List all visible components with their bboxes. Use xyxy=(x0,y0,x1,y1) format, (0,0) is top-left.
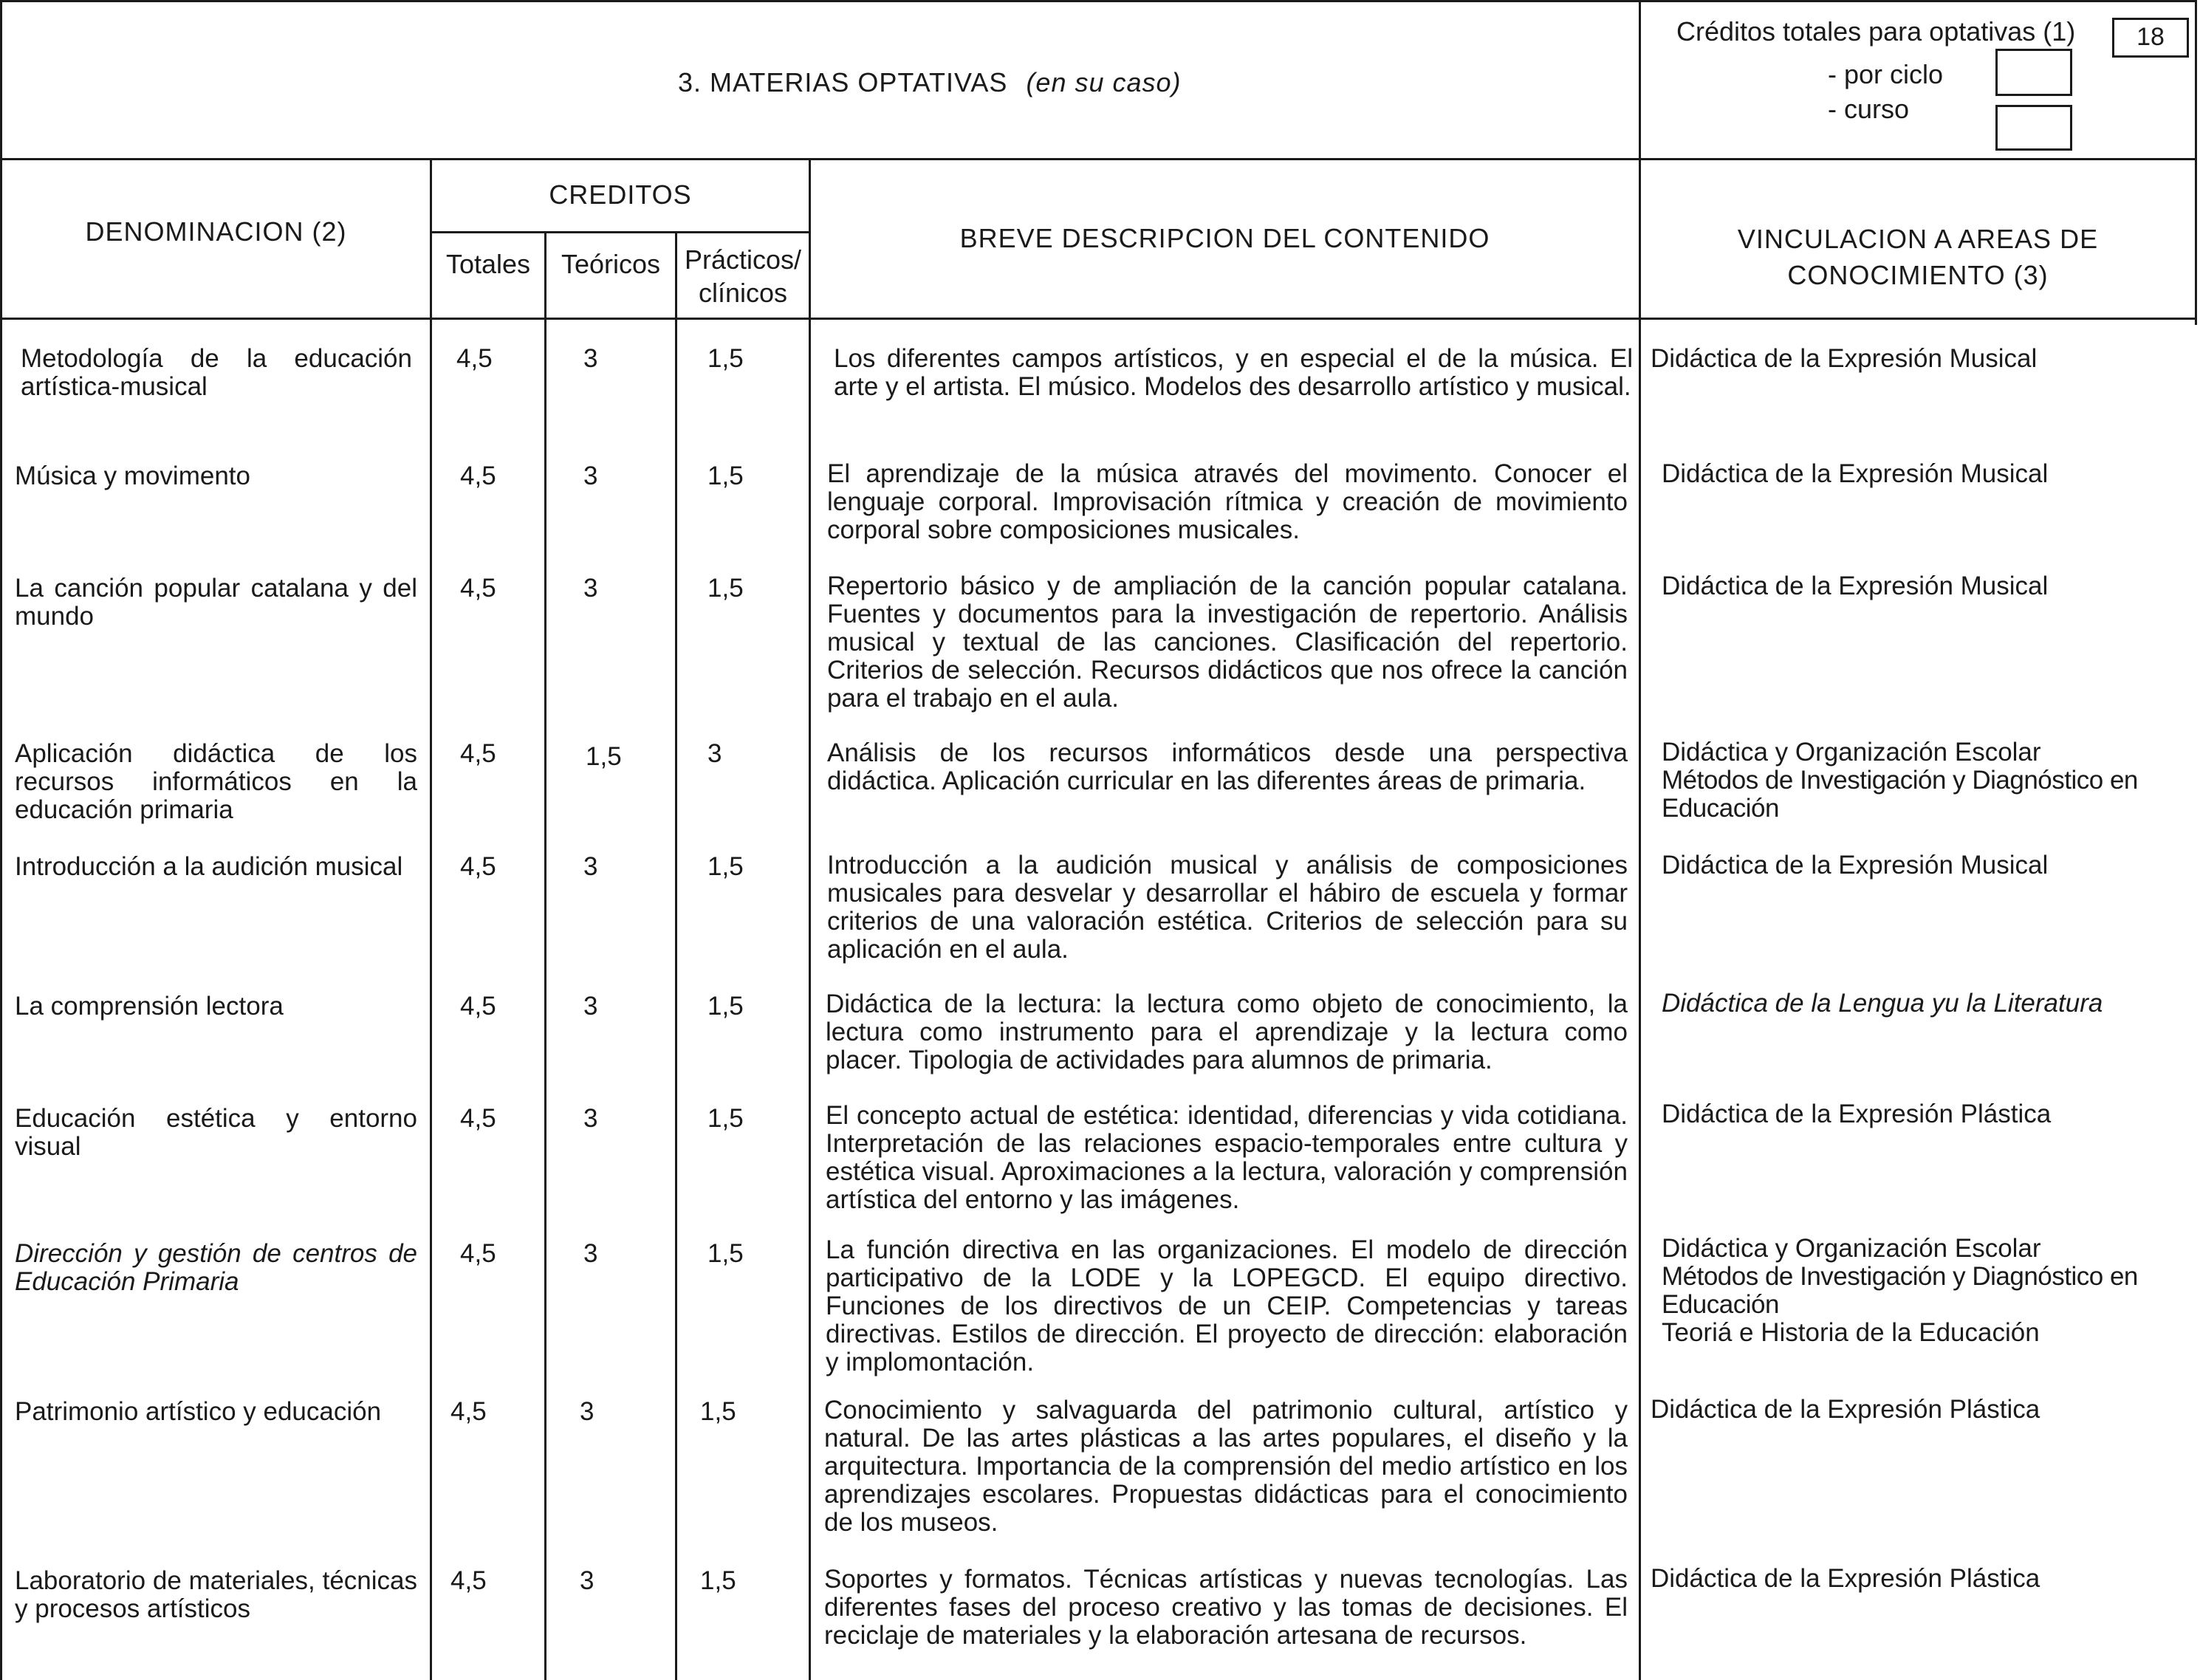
row-8-teoricos: 3 xyxy=(580,1397,594,1426)
row-9-practicos: 1,5 xyxy=(700,1566,736,1595)
row-5-practicos: 1,5 xyxy=(707,992,744,1021)
col-header-teoricos: Teóricos xyxy=(561,249,661,279)
row-4-teoricos: 3 xyxy=(583,852,598,881)
col-header-descripcion: BREVE DESCRIPCION DEL CONTENIDO xyxy=(959,223,1490,253)
body-col-line-4 xyxy=(809,318,811,1680)
row-6-area-0: Didáctica de la Expresión Plástica xyxy=(1662,1100,2052,1128)
row-0-area-0: Didáctica de la Expresión Musical xyxy=(1651,344,2038,373)
row-8-description: Conocimiento y salvaguarda del patrimonio cultural, artístico y natural. De las artes plásticas a las artes populares, el diseño y la arquitectura. Importancia de la comprensión del medio artístico en los aprendizajes escolares. Propuestas didácticas para el conocimiento de los museos. xyxy=(824,1396,1628,1537)
body-col-line-3 xyxy=(675,318,677,1680)
row-3-area-1: Métodos de Investigación y Diagnóstico en Educación xyxy=(1662,766,2138,823)
row-4-totales: 4,5 xyxy=(460,852,496,881)
row-2-name: La canción popular catalana y del mundo xyxy=(15,574,417,631)
row-1-teoricos: 3 xyxy=(583,462,598,490)
row-9-area-0: Didáctica de la Expresión Plástica xyxy=(1651,1564,2040,1593)
per-cycle-box xyxy=(1995,49,2072,96)
row-1-practicos: 1,5 xyxy=(707,462,744,490)
row-7-practicos: 1,5 xyxy=(707,1239,744,1268)
row-6-teoricos: 3 xyxy=(583,1104,598,1133)
col-header-vinculacion-1: VINCULACION A AREAS DE xyxy=(1737,224,2099,254)
row-3-teoricos: 1,5 xyxy=(586,742,622,771)
col-header-practicos-2: clínicos xyxy=(698,278,788,308)
row-3-totales: 4,5 xyxy=(460,739,496,768)
row-0-description: Los diferentes campos artísticos, y en especial el de la música. El arte y el artista. El músico. Modelos des desarrollo artístico y musical. xyxy=(834,344,1633,401)
total-credits-label: Créditos totales para optativas (1) xyxy=(1676,16,2076,47)
row-8-name: Patrimonio artístico y educación xyxy=(15,1397,382,1426)
row-1-name: Música y movimento xyxy=(15,462,250,490)
row-3-area-0: Didáctica y Organización Escolar xyxy=(1662,738,2041,767)
per-course-label: - curso xyxy=(1828,94,1910,124)
col-header-denominacion: DENOMINACION (2) xyxy=(85,216,347,247)
row-7-description: La función directiva en las organizaciones. El modelo de dirección participativo de la LODE y la LOPEGCD. El equipo directivo. Funciones de los directivos de un CEIP. Competencias y tareas directivas. Estilos de dirección. El proyecto de dirección: elaboración y implomontación. xyxy=(826,1235,1628,1376)
row-8-area-0: Didáctica de la Expresión Plástica xyxy=(1651,1395,2040,1424)
col-header-vinculacion-2: CONOCIMIENTO (3) xyxy=(1787,260,2049,290)
row-5-area-0: Didáctica de la Lengua yu la Literatura xyxy=(1662,989,2103,1018)
row-7-name: Dirección y gestión de centros de Educación Primaria xyxy=(15,1239,417,1296)
row-4-name: Introducción a la audición musical xyxy=(15,852,403,881)
row-7-teoricos: 3 xyxy=(583,1239,598,1268)
row-9-description: Soportes y formatos. Técnicas artísticas y nuevas tecnologías. Las diferentes fases del proceso creativo y las tomas de decisiones. El reciclaje de materiales y la elaboración artesana de recursos. xyxy=(824,1565,1628,1650)
row-8-totales: 4,5 xyxy=(450,1397,487,1426)
row-9-name: Laboratorio de materiales, técnicas y procesos artísticos xyxy=(15,1566,417,1623)
section-title-main: 3. MATERIAS OPTATIVAS xyxy=(678,67,1008,97)
row-6-totales: 4,5 xyxy=(460,1104,496,1133)
section-title-sub: (en su caso) xyxy=(1026,67,1182,97)
row-1-area-0: Didáctica de la Expresión Musical xyxy=(1662,459,2049,488)
per-course-box xyxy=(1995,105,2072,151)
row-0-teoricos: 3 xyxy=(583,344,598,373)
row-9-teoricos: 3 xyxy=(580,1566,594,1595)
header-bottom-border xyxy=(0,158,2197,160)
columns-bottom-border xyxy=(0,318,2197,320)
row-0-practicos: 1,5 xyxy=(707,344,744,373)
row-4-area-0: Didáctica de la Expresión Musical xyxy=(1662,851,2049,880)
col-header-creditos: CREDITOS xyxy=(549,179,692,210)
row-7-area-1: Métodos de Investigación y Diagnóstico en Educación xyxy=(1662,1262,2138,1319)
row-2-totales: 4,5 xyxy=(460,574,496,603)
row-5-name: La comprensión lectora xyxy=(15,992,284,1021)
row-1-totales: 4,5 xyxy=(460,462,496,490)
row-4-practicos: 1,5 xyxy=(707,852,744,881)
left-border xyxy=(0,0,2,1680)
row-6-name: Educación estética y entorno visual xyxy=(15,1104,417,1161)
row-5-teoricos: 3 xyxy=(583,992,598,1021)
right-border xyxy=(2195,0,2197,325)
total-credits-value: 18 xyxy=(2136,23,2165,51)
body-col-line-1 xyxy=(430,318,432,1680)
row-3-description: Análisis de los recursos informáticos desde una perspectiva didáctica. Aplicación curricular en las diferentes áreas de primaria. xyxy=(827,738,1628,795)
row-0-totales: 4,5 xyxy=(456,344,493,373)
row-9-totales: 4,5 xyxy=(450,1566,487,1595)
header-split xyxy=(1639,0,1641,158)
row-5-description: Didáctica de la lectura: la lectura como objeto de conocimiento, la lectura como instrumento para el aprendizaje y la lectura como placer. Tipologia de actividades para alumnos de primaria. xyxy=(826,990,1628,1074)
row-3-practicos: 3 xyxy=(707,739,722,768)
col-header-totales: Totales xyxy=(445,249,531,279)
row-2-teoricos: 3 xyxy=(583,574,598,603)
body-col-line-5 xyxy=(1639,318,1641,1680)
creditos-divider xyxy=(430,231,811,233)
row-6-description: El concepto actual de estética: identidad, diferencias y vida cotidiana. Interpretación de las relaciones espacio-temporales entre cultura y estética visual. Aproximaciones a la lectura, valoración y comprensión artística del entorno y las imágenes. xyxy=(826,1101,1628,1214)
row-7-area-2: Teoriá e Historia de la Educación xyxy=(1662,1318,2040,1347)
row-8-practicos: 1,5 xyxy=(700,1397,736,1426)
row-7-totales: 4,5 xyxy=(460,1239,496,1268)
row-7-area-0: Didáctica y Organización Escolar xyxy=(1662,1234,2041,1263)
row-5-totales: 4,5 xyxy=(460,992,496,1021)
row-2-area-0: Didáctica de la Expresión Musical xyxy=(1662,572,2049,600)
per-cycle-label: - por ciclo xyxy=(1828,59,1944,89)
row-0-name: Metodología de la educación artística-musical xyxy=(21,344,412,401)
row-3-name: Aplicación didáctica de los recursos informáticos en la educación primaria xyxy=(15,739,417,824)
top-border xyxy=(0,0,2197,2)
col-header-practicos-1: Prácticos/ xyxy=(684,244,802,275)
body-col-line-2 xyxy=(544,318,546,1680)
row-4-description: Introducción a la audición musical y análisis de composiciones musicales para desvelar y desarrollar el hábiro de escuela y formar criterios de una valoración estética. Criterios de selección para su aplicación en el aula. xyxy=(827,851,1628,964)
row-6-practicos: 1,5 xyxy=(707,1104,744,1133)
row-1-description: El aprendizaje de la música através del movimento. Conocer el lenguaje corporal. Improvisación rítmica y creación de movimiento corporal sobre composiciones musicales. xyxy=(827,459,1628,544)
row-2-description: Repertorio básico y de ampliación de la canción popular catalana. Fuentes y documentos para la investigación de repertorio. Análisis musical y textual de las canciones. Clasificación del repertorio. Criterios de selección. Recursos didácticos que nos ofrece la canción para el trabajo en el aula. xyxy=(827,572,1628,713)
row-2-practicos: 1,5 xyxy=(707,574,744,603)
section-title xyxy=(678,69,1182,97)
